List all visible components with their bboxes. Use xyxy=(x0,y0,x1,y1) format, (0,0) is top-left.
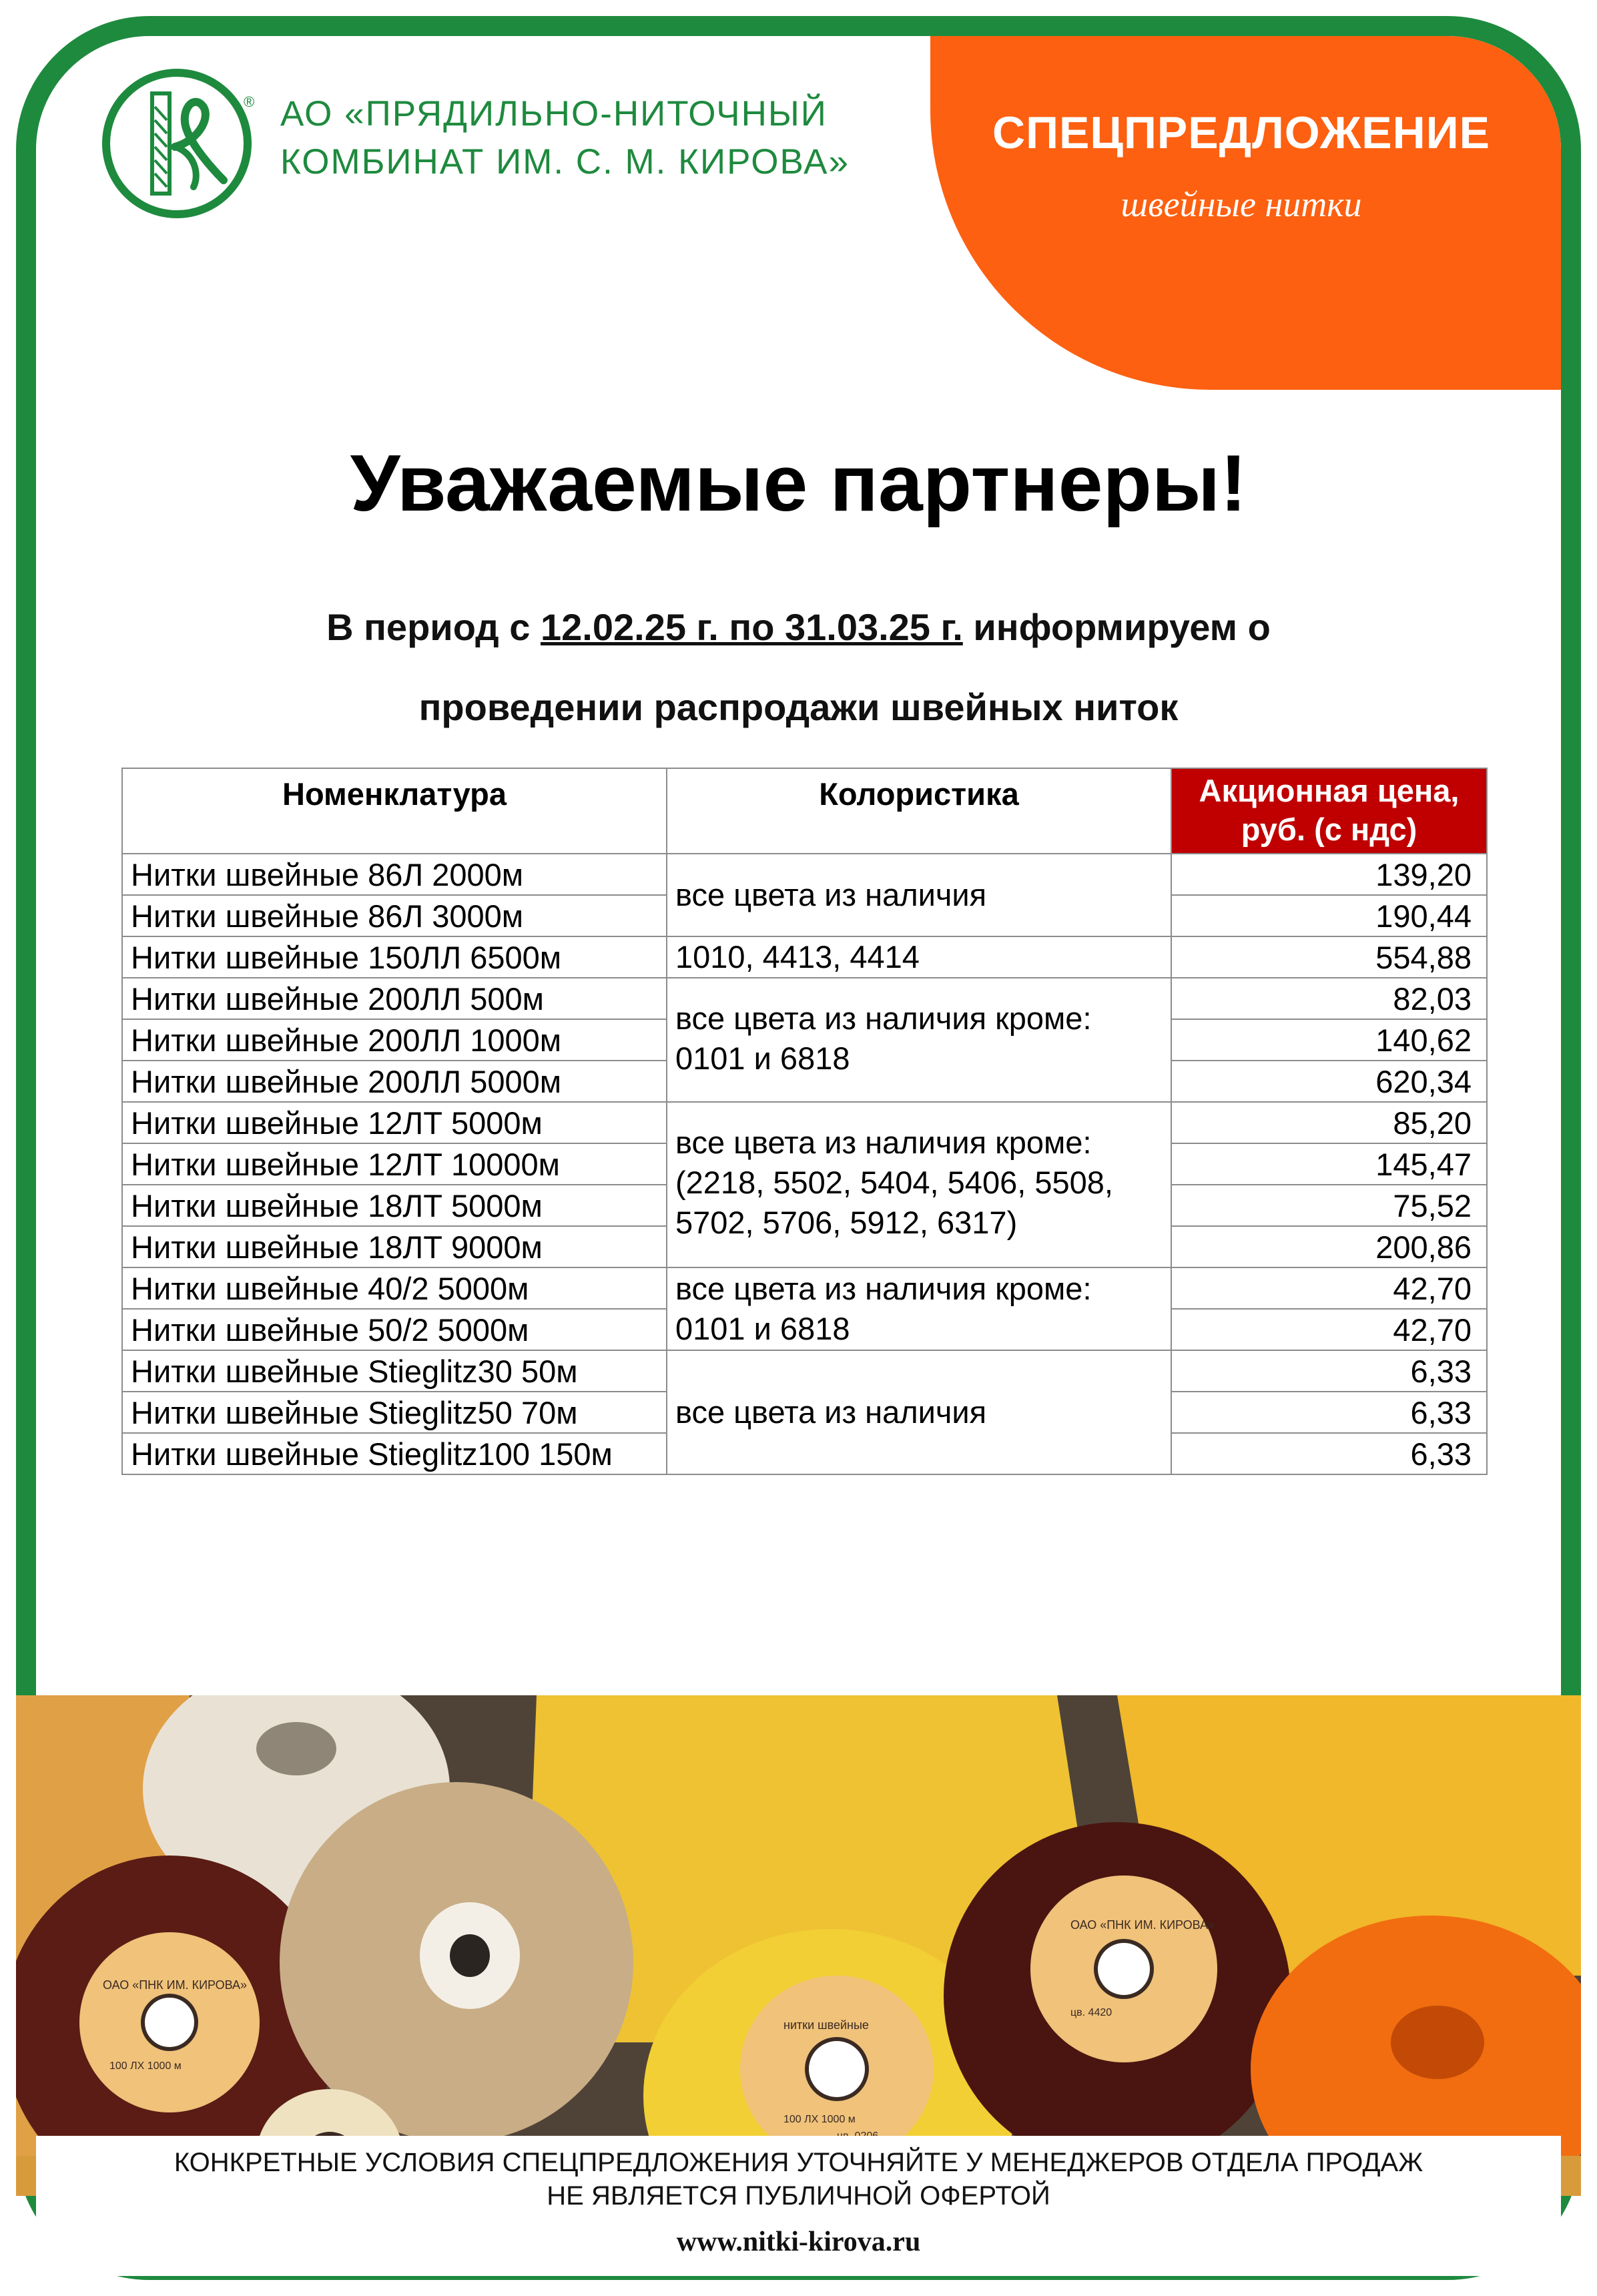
item-colors xyxy=(667,1267,1171,1350)
item-price: 140,62 xyxy=(1171,1019,1487,1061)
intro-prefix: В период с xyxy=(326,606,541,648)
promo-dates: 12.02.25 г. по 31.03.25 г. xyxy=(541,606,963,648)
item-colors-line: (2218, 5502, 5404, 5406, 5508, xyxy=(675,1165,1113,1200)
item-price: 75,52 xyxy=(1171,1185,1487,1226)
item-colors: все цвета из наличия xyxy=(667,1350,1171,1474)
item-colors-line: 0101 и 6818 xyxy=(675,1041,850,1076)
special-offer-title: СПЕЦПРЕДЛОЖЕНИЕ xyxy=(992,107,1490,158)
item-name: Нитки швейные 18ЛТ 5000м xyxy=(122,1185,667,1226)
item-name: Нитки швейные 86Л 3000м xyxy=(122,895,667,936)
item-price: 6,33 xyxy=(1171,1392,1487,1433)
company-name xyxy=(280,90,850,186)
header-colors: Колористика xyxy=(667,768,1171,854)
table-row xyxy=(122,1350,1487,1392)
item-name: Нитки швейные 50/2 5000м xyxy=(122,1309,667,1350)
registered-mark: ® xyxy=(244,93,255,110)
header-nomenclature: Номенклатура xyxy=(122,768,667,854)
item-price: 82,03 xyxy=(1171,978,1487,1019)
table-row xyxy=(122,936,1487,978)
company-name-line1: АО «ПРЯДИЛЬНО-НИТОЧНЫЙ xyxy=(280,94,828,133)
item-price: 145,47 xyxy=(1171,1143,1487,1185)
intro-suffix: информируем о xyxy=(962,606,1271,648)
header-promo-price xyxy=(1171,768,1487,854)
thread-spools-photo xyxy=(16,1695,1581,2196)
item-name: Нитки швейные 18ЛТ 9000м xyxy=(122,1226,667,1267)
item-name: Нитки швейные 150ЛЛ 6500м xyxy=(122,936,667,978)
spool-label-brand: ОАО «ПНК ИМ. КИРОВА» xyxy=(1070,1918,1215,1932)
item-name: Нитки швейные 86Л 2000м xyxy=(122,854,667,895)
item-name: Нитки швейные 200ЛЛ 500м xyxy=(122,978,667,1019)
price-table xyxy=(121,768,1488,1475)
item-price: 42,70 xyxy=(1171,1267,1487,1309)
website-link[interactable]: www.nitki-kirova.ru xyxy=(676,2227,921,2257)
item-price: 85,20 xyxy=(1171,1102,1487,1143)
item-price: 6,33 xyxy=(1171,1433,1487,1474)
company-name-line2: КОМБИНАТ ИМ. С. М. КИРОВА» xyxy=(280,142,850,182)
item-name: Нитки швейные 40/2 5000м xyxy=(122,1267,667,1309)
header-promo-price-line2: руб. (с ндс) xyxy=(1241,812,1417,847)
spool-label-spec: 100 ЛХ 1000 м xyxy=(783,2114,856,2125)
item-colors-line: 5702, 5706, 5912, 6317) xyxy=(675,1205,1018,1240)
table-row xyxy=(122,1267,1487,1309)
item-price: 620,34 xyxy=(1171,1061,1487,1102)
spool-label-brand: ОАО «ПНК ИМ. КИРОВА» xyxy=(103,1978,248,1992)
item-price: 42,70 xyxy=(1171,1309,1487,1350)
table-row xyxy=(122,1102,1487,1143)
intro-text xyxy=(0,587,1597,748)
item-colors xyxy=(667,978,1171,1102)
footer-disclaimer: НЕ ЯВЛЯЕТСЯ ПУБЛИЧНОЙ ОФЕРТОЙ xyxy=(547,2181,1050,2211)
table-row xyxy=(122,978,1487,1019)
item-price: 6,33 xyxy=(1171,1350,1487,1392)
header-promo-price-line1: Акционная цена, xyxy=(1199,773,1460,808)
item-colors: 1010, 4413, 4414 xyxy=(667,936,1171,978)
item-name: Нитки швейные Stieglitz50 70м xyxy=(122,1392,667,1433)
item-colors: все цвета из наличия xyxy=(667,854,1171,936)
item-colors-line: все цвета из наличия кроме: xyxy=(675,1125,1092,1160)
item-name: Нитки швейные Stieglitz100 150м xyxy=(122,1433,667,1474)
item-colors-line: 0101 и 6818 xyxy=(675,1311,850,1346)
intro-line1 xyxy=(0,587,1597,667)
page-heading: Уважаемые партнеры! xyxy=(350,439,1247,528)
spool-label-code: цв. 4420 xyxy=(1070,2007,1112,2018)
item-price: 200,86 xyxy=(1171,1226,1487,1267)
item-price: 139,20 xyxy=(1171,854,1487,895)
special-offer-subtitle: швейные нитки xyxy=(1121,184,1362,224)
company-logo xyxy=(100,67,254,220)
spool-label-product: нитки швейные xyxy=(783,2018,869,2032)
intro-line2: проведении распродажи швейных ниток xyxy=(418,686,1179,728)
item-colors xyxy=(667,1102,1171,1267)
spool-label-spec: 100 ЛХ 1000 м xyxy=(109,2060,182,2072)
item-name: Нитки швейные 12ЛТ 5000м xyxy=(122,1102,667,1143)
item-name: Нитки швейные Stieglitz30 50м xyxy=(122,1350,667,1392)
item-price: 554,88 xyxy=(1171,936,1487,978)
table-row xyxy=(122,854,1487,895)
item-name: Нитки швейные 200ЛЛ 5000м xyxy=(122,1061,667,1102)
table-header-row xyxy=(122,768,1487,854)
item-price: 190,44 xyxy=(1171,895,1487,936)
item-name: Нитки швейные 12ЛТ 10000м xyxy=(122,1143,667,1185)
item-name: Нитки швейные 200ЛЛ 1000м xyxy=(122,1019,667,1061)
item-colors-line: все цвета из наличия кроме: xyxy=(675,1271,1092,1306)
footer-conditions: КОНКРЕТНЫЕ УСЛОВИЯ СПЕЦПРЕДЛОЖЕНИЯ УТОЧНЯЙТЕ У МЕНЕДЖЕРОВ ОТДЕЛА ПРОДАЖ xyxy=(174,2148,1423,2177)
item-colors-line: все цвета из наличия кроме: xyxy=(675,1000,1092,1036)
